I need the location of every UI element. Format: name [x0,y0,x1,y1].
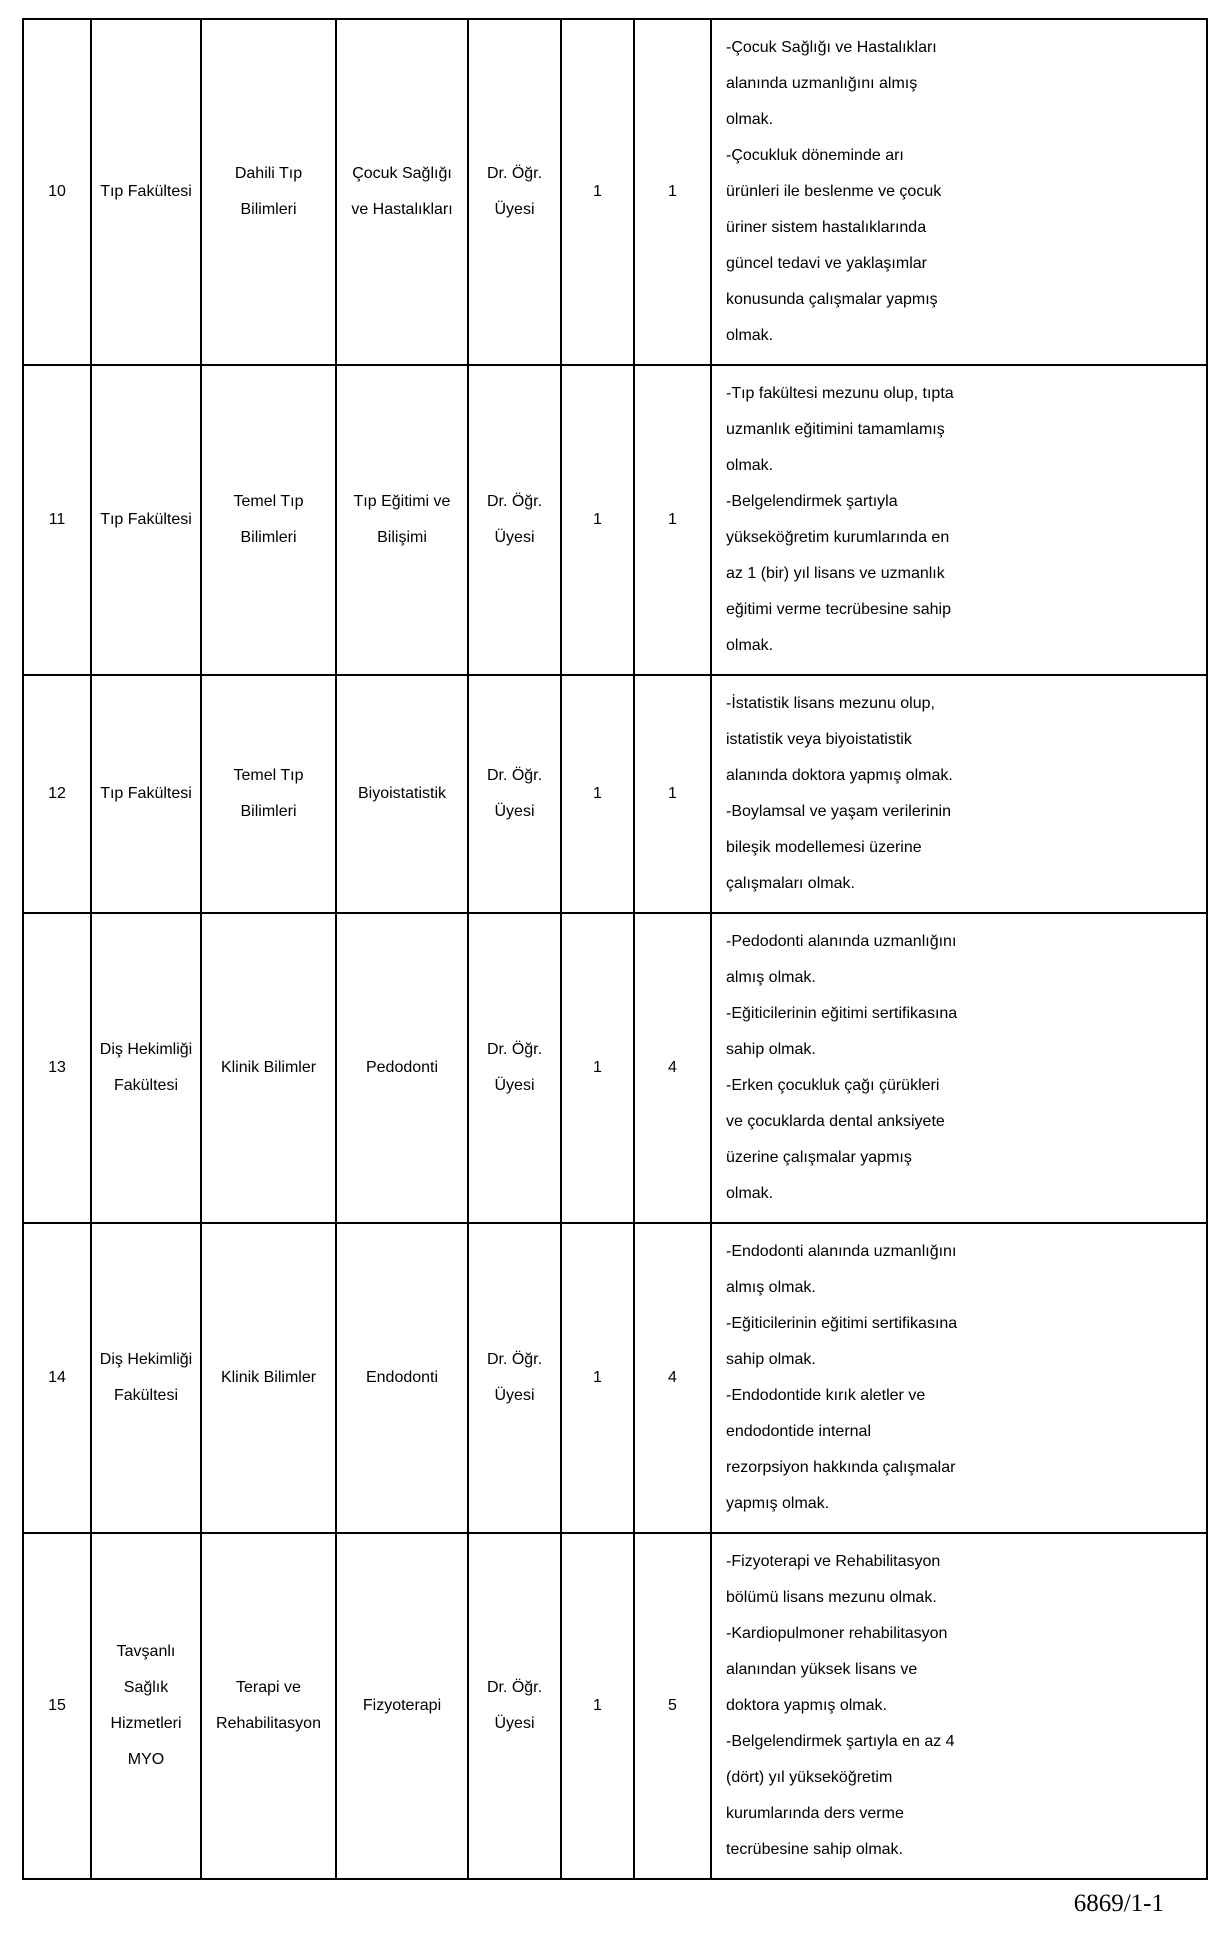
table-row [23,675,1207,913]
requirement-line: -Belgelendirmek şartıyla en az 4 (dört) yıl yükseköğretim kurumlarında ders verme tecrübesine sahip olmak. [726,1733,955,1858]
requirement-line: -Eğiticilerinin eğitimi sertifikasına sahip olmak. [726,1005,958,1058]
degree-cell: 1 [561,19,634,365]
academic-title-cell: Dr. Öğr. Üyesi [468,365,561,675]
faculty-cell: Tıp Fakültesi [91,19,201,365]
degree-cell: 1 [561,1533,634,1879]
program-cell: Biyoistatistik [336,675,468,913]
academic-title-cell: Dr. Öğr. Üyesi [468,913,561,1223]
row-number-cell: 12 [23,675,91,913]
department-cell: Dahili Tıp Bilimleri [201,19,336,365]
program-cell: Çocuk Sağlığı ve Hastalıkları [336,19,468,365]
requirements-cell [711,675,1207,913]
degree-cell: 1 [561,365,634,675]
table-body [23,19,1207,1879]
count-cell: 1 [634,19,711,365]
table-row [23,1223,1207,1533]
requirement-line: -Eğiticilerinin eğitimi sertifikasına sahip olmak. [726,1315,958,1368]
faculty-cell: Tıp Fakültesi [91,365,201,675]
requirement-line: -Pedodonti alanında uzmanlığını almış olmak. [726,933,957,986]
count-cell: 1 [634,675,711,913]
department-cell: Temel Tıp Bilimleri [201,365,336,675]
page-reference-number: 6869/1-1 [1073,1890,1164,1917]
requirement-line: -Çocukluk döneminde arı ürünleri ile beslenme ve çocuk üriner sistem hastalıklarında güncel tedavi ve yaklaşımlar konusunda çalışmalar yapmış olmak. [726,147,942,344]
requirements-cell [711,1533,1207,1879]
academic-title-cell: Dr. Öğr. Üyesi [468,19,561,365]
table-row [23,19,1207,365]
table-row [23,1533,1207,1879]
count-cell: 5 [634,1533,711,1879]
department-cell: Klinik Bilimler [201,1223,336,1533]
faculty-cell: Diş Hekimliği Fakültesi [91,913,201,1223]
academic-title-cell: Dr. Öğr. Üyesi [468,1533,561,1879]
table-row [23,365,1207,675]
faculty-cell: Tavşanlı Sağlık Hizmetleri MYO [91,1533,201,1879]
requirements-cell [711,1223,1207,1533]
requirement-line: -Belgelendirmek şartıyla yükseköğretim kurumlarında en az 1 (bir) yıl lisans ve uzmanlık eğitimi verme tecrübesine sahip olmak. [726,493,951,654]
requirement-line: -Kardiopulmoner rehabilitasyon alanından yüksek lisans ve doktora yapmış olmak. [726,1625,948,1714]
row-number-cell: 10 [23,19,91,365]
program-cell: Tıp Eğitimi ve Bilişimi [336,365,468,675]
department-cell: Klinik Bilimler [201,913,336,1223]
requirements-cell [711,913,1207,1223]
program-cell: Pedodonti [336,913,468,1223]
table-row [23,913,1207,1223]
academic-title-cell: Dr. Öğr. Üyesi [468,675,561,913]
requirements-cell [711,365,1207,675]
row-number-cell: 13 [23,913,91,1223]
program-cell: Endodonti [336,1223,468,1533]
faculty-cell: Diş Hekimliği Fakültesi [91,1223,201,1533]
count-cell: 1 [634,365,711,675]
requirement-line: -Endodonti alanında uzmanlığını almış olmak. [726,1243,957,1296]
requirement-line: -Tıp fakültesi mezunu olup, tıpta uzmanlık eğitimini tamamlamış olmak. [726,385,954,474]
requirements-cell [711,19,1207,365]
count-cell: 4 [634,913,711,1223]
row-number-cell: 14 [23,1223,91,1533]
degree-cell: 1 [561,913,634,1223]
academic-title-cell: Dr. Öğr. Üyesi [468,1223,561,1533]
department-cell: Temel Tıp Bilimleri [201,675,336,913]
requirement-line: -Çocuk Sağlığı ve Hastalıkları alanında uzmanlığını almış olmak. [726,39,937,128]
department-cell: Terapi ve Rehabilitasyon [201,1533,336,1879]
count-cell: 4 [634,1223,711,1533]
row-number-cell: 15 [23,1533,91,1879]
academic-positions-table [22,18,1208,1880]
row-number-cell: 11 [23,365,91,675]
requirement-line: -Erken çocukluk çağı çürükleri ve çocuklarda dental anksiyete üzerine çalışmalar yapmış olmak. [726,1077,945,1202]
faculty-cell: Tıp Fakültesi [91,675,201,913]
requirement-line: -Endodontide kırık aletler ve endodontide internal rezorpsiyon hakkında çalışmalar yapmış olmak. [726,1387,956,1512]
degree-cell: 1 [561,1223,634,1533]
requirement-line: -Boylamsal ve yaşam verilerinin bileşik modellemesi üzerine çalışmaları olmak. [726,803,951,892]
requirement-line: -Fizyoterapi ve Rehabilitasyon bölümü lisans mezunu olmak. [726,1553,941,1606]
degree-cell: 1 [561,675,634,913]
program-cell: Fizyoterapi [336,1533,468,1879]
requirement-line: -İstatistik lisans mezunu olup, istatistik veya biyoistatistik alanında doktora yapmış olmak. [726,695,953,784]
